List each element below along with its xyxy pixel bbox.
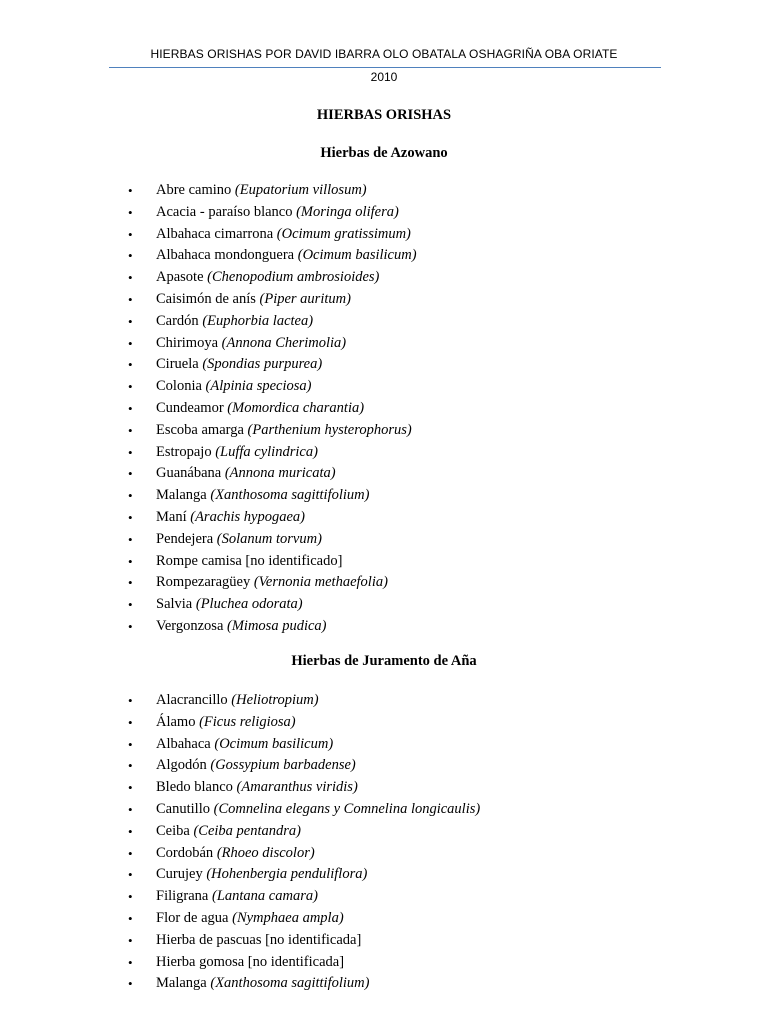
herb-entry [156,594,303,616]
bullet-icon: • [128,444,133,460]
list-item [0,354,768,376]
herb-common-name: Escoba amarga [156,421,248,438]
list-item [0,507,768,529]
herb-scientific-name: (Ficus religiosa) [199,713,296,730]
herb-common-name: Ciruela [156,356,203,373]
list-item [0,886,768,908]
herb-common-name: Cardón [156,312,203,329]
herb-scientific-name: (Arachis hypogaea) [190,508,305,525]
bullet-icon: • [128,932,133,948]
bullet-icon: • [128,553,133,569]
list-item [0,529,768,551]
herb-scientific-name: (Comnelina elegans y Comnelina longicaulis) [213,800,481,817]
herb-common-name: Estropajo [156,443,216,460]
herb-scientific-name: (Solanum torvum) [216,530,322,547]
herb-entry [156,821,301,843]
list-item [0,777,768,799]
herb-common-name: Curujey [156,866,207,883]
list-item [0,333,768,355]
herb-common-name: Guanábana [156,465,225,482]
bullet-icon: • [128,693,133,708]
list-item [0,180,768,202]
herb-common-name: Colonia [156,378,206,395]
bullet-icon: • [128,531,133,547]
herb-common-name: Maní [156,508,191,525]
herb-scientific-name: (Xanthosoma sagittifolium) [210,487,370,504]
herb-entry [156,398,364,420]
herb-common-name: Flor de agua [156,909,233,926]
bullet-icon: • [128,845,133,861]
herb-entry [156,616,326,638]
herb-common-name: Salvia [156,596,196,613]
herb-scientific-name: (Alpinia speciosa) [205,378,312,395]
herb-scientific-name: (Momordica charantia) [227,399,365,416]
bullet-icon: • [128,889,133,905]
herb-list-azowano [0,180,768,638]
herb-scientific-name: (Ocimum gratissimum) [276,225,411,242]
herb-scientific-name: (Rhoeo discolor) [216,844,315,861]
list-item [0,376,768,398]
list-item [0,821,768,843]
list-item [0,908,768,930]
herb-entry [156,463,336,485]
bullet-icon: • [128,597,133,613]
herb-entry [156,886,318,908]
bullet-icon: • [128,867,133,883]
list-item [0,485,768,507]
herb-entry [156,712,296,734]
herb-entry [156,442,318,464]
bullet-icon: • [128,466,133,482]
bullet-icon: • [128,270,133,286]
bullet-icon: • [128,758,133,774]
herb-entry [156,864,367,886]
herb-common-name: Albahaca [156,735,215,752]
bullet-icon: • [128,910,133,926]
list-item [0,973,768,995]
list-item [0,755,768,777]
list-item [0,398,768,420]
herb-common-name: Rompe camisa [no identificado] [156,552,343,569]
bullet-icon: • [128,291,133,307]
bullet-icon: • [128,335,133,351]
herb-common-name: Algodón [156,757,211,774]
herb-entry [156,734,333,756]
herb-scientific-name: (Gossypium barbadense) [210,757,356,774]
herb-common-name: Cordobán [156,844,217,861]
herb-entry [156,485,369,507]
herb-scientific-name: (Eupatorium villosum) [234,182,367,198]
document-title: HIERBAS ORISHAS [316,107,452,123]
section-heading-juramento-ana: Hierbas de Juramento de Aña [291,653,477,669]
herb-scientific-name: (Annona Cherimolia) [221,334,347,351]
herb-entry [156,952,344,974]
herb-scientific-name: (Parthenium hysterophorus) [247,421,412,438]
herb-entry [156,267,379,289]
herb-entry [156,551,342,573]
herb-scientific-name: (Pluchea odorata) [195,596,303,613]
list-item [0,712,768,734]
herb-common-name: Ceiba [156,822,194,839]
herb-scientific-name: (Euphorbia lactea) [202,312,314,329]
herb-scientific-name: (Ceiba pentandra) [193,822,301,839]
header-rule [109,67,661,68]
bullet-icon: • [128,954,133,970]
herb-entry [156,180,367,202]
herb-scientific-name: (Hohenbergia penduliflora) [206,866,368,883]
herb-entry [156,843,315,865]
herb-common-name: Bledo blanco [156,779,237,796]
running-header: HIERBAS ORISHAS POR DAVID IBARRA OLO OBATALA OSHAGRIÑA OBA ORIATE [150,47,618,61]
herb-common-name: Hierba gomosa [no identificada] [156,953,345,970]
bullet-icon: • [128,248,133,264]
list-item [0,224,768,246]
bullet-icon: • [128,183,133,198]
herb-entry [156,529,322,551]
list-item [0,551,768,573]
list-item [0,245,768,267]
herb-common-name: Cundeamor [156,399,228,416]
bullet-icon: • [128,618,133,634]
list-item [0,930,768,952]
herb-entry [156,930,361,952]
list-item [0,572,768,594]
list-item [0,311,768,333]
herb-common-name: Alacrancillo [156,692,232,708]
herb-entry [156,572,388,594]
herb-entry [156,690,319,712]
bullet-icon: • [128,379,133,395]
herb-common-name: Caisimón de anís [156,290,260,307]
list-item [0,690,768,712]
bullet-icon: • [128,509,133,525]
herb-scientific-name: (Ocimum basilicum) [297,247,417,264]
herb-common-name: Malanga [156,975,211,992]
bullet-icon: • [128,357,133,373]
herb-common-name: Hierba de pascuas [no identificada] [156,931,362,948]
herb-scientific-name: (Amaranthus viridis) [236,779,358,796]
herb-scientific-name: (Luffa cylindrica) [215,443,318,460]
bullet-icon: • [128,823,133,839]
herb-common-name: Albahaca mondonguera [156,247,298,264]
list-item [0,442,768,464]
herb-scientific-name: (Spondias purpurea) [202,356,323,373]
herb-entry [156,755,356,777]
bullet-icon: • [128,714,133,730]
bullet-icon: • [128,736,133,752]
herb-scientific-name: (Heliotropium) [231,692,319,708]
herb-entry [156,245,417,267]
herb-scientific-name: (Annona muricata) [224,465,336,482]
herb-scientific-name: (Chenopodium ambrosioides) [207,269,380,286]
herb-scientific-name: (Nymphaea ampla) [232,909,344,926]
herb-common-name: Pendejera [156,530,217,547]
herb-entry [156,354,322,376]
herb-entry [156,420,412,442]
list-item [0,202,768,224]
herb-list-juramento-ana [0,690,768,995]
herb-scientific-name: (Ocimum basilicum) [214,735,334,752]
bullet-icon: • [128,422,133,438]
herb-entry [156,908,344,930]
herb-entry [156,973,369,995]
list-item [0,616,768,638]
herb-common-name: Apasote [156,269,208,286]
herb-common-name: Abre camino [156,182,235,198]
herb-scientific-name: (Lantana camara) [211,888,318,905]
list-item [0,289,768,311]
herb-entry [156,799,480,821]
herb-common-name: Chirimoya [156,334,222,351]
herb-common-name: Vergonzosa [156,617,228,634]
list-item [0,420,768,442]
bullet-icon: • [128,204,133,220]
herb-entry [156,507,305,529]
header-year: 2010 [370,70,398,84]
herb-entry [156,333,346,355]
herb-scientific-name: (Xanthosoma sagittifolium) [210,975,370,992]
herb-entry [156,311,313,333]
list-item [0,594,768,616]
bullet-icon: • [128,400,133,416]
bullet-icon: • [128,976,133,992]
herb-entry [156,376,311,398]
bullet-icon: • [128,226,133,242]
herb-scientific-name: (Vernonia methaefolia) [253,574,388,591]
list-item [0,799,768,821]
herb-entry [156,202,399,224]
herb-common-name: Álamo [156,713,200,730]
herb-entry [156,224,411,246]
herb-common-name: Albahaca cimarrona [156,225,277,242]
section-heading-azowano: Hierbas de Azowano [320,145,448,161]
list-item [0,843,768,865]
bullet-icon: • [128,575,133,591]
list-item [0,463,768,485]
herb-scientific-name: (Piper auritum) [259,290,351,307]
herb-scientific-name: (Moringa olifera) [296,203,399,220]
bullet-icon: • [128,801,133,817]
bullet-icon: • [128,488,133,504]
herb-common-name: Filigrana [156,888,212,905]
herb-scientific-name: (Mimosa pudica) [227,617,327,634]
herb-common-name: Malanga [156,487,211,504]
herb-common-name: Rompezaragüey [156,574,254,591]
list-item [0,734,768,756]
list-item [0,864,768,886]
list-item [0,952,768,974]
herb-common-name: Acacia - paraíso blanco [156,203,297,220]
herb-entry [156,289,351,311]
herb-common-name: Canutillo [156,800,214,817]
bullet-icon: • [128,313,133,329]
bullet-icon: • [128,780,133,796]
herb-entry [156,777,358,799]
list-item [0,267,768,289]
